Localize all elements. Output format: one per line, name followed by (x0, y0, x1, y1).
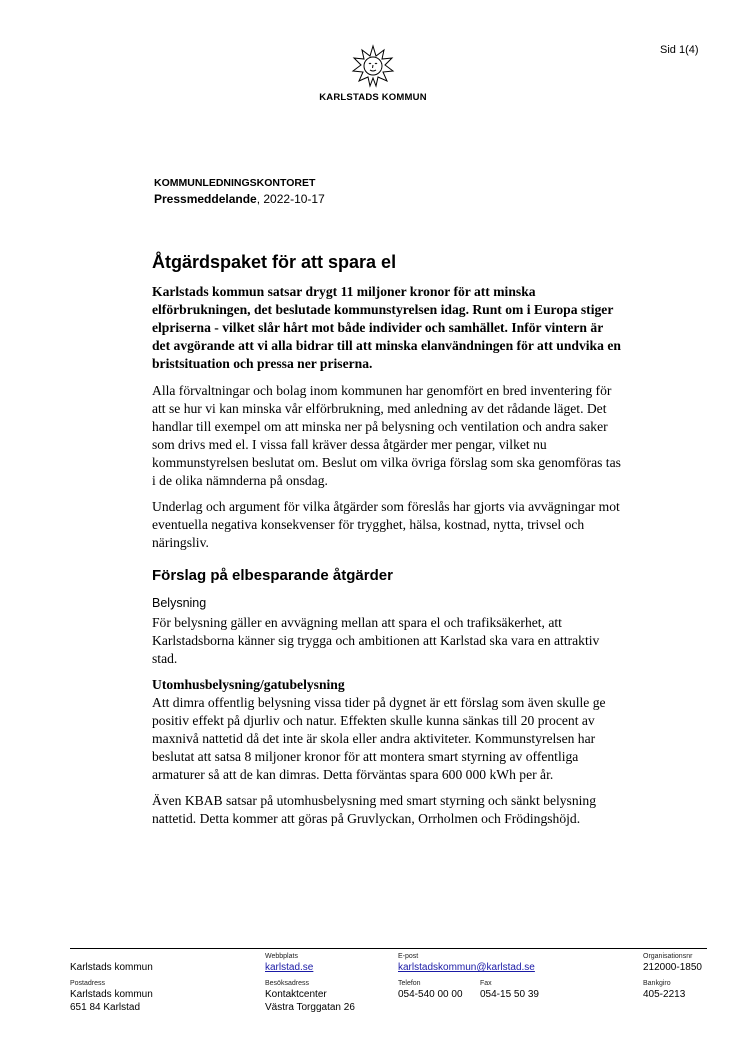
footer-orgnr-value: 212000-1850 (643, 962, 702, 973)
footer-divider (70, 948, 707, 949)
footer-tel-label: Telefon (398, 980, 421, 987)
footer-name: Karlstads kommun (70, 962, 153, 973)
header-logo (0, 44, 746, 103)
footer-orgnr-label: Organisationsnr (643, 953, 693, 960)
press-date: , 2022-10-17 (256, 192, 325, 206)
footer-post-line1: Karlstads kommun (70, 989, 153, 1000)
footer-webb-link[interactable]: karlstad.se (265, 962, 314, 973)
utomhus-title: Utomhusbelysning/gatubelysning (152, 677, 345, 692)
footer-epost-link[interactable]: karlstadskommun@karlstad.se (398, 962, 535, 973)
footer-tel-value: 054-540 00 00 (398, 989, 463, 1000)
press-line (154, 192, 325, 206)
footer-epost-label: E-post (398, 953, 419, 960)
footer-post-label: Postadress (70, 980, 106, 987)
org-name: KARLSTADS KOMMUN (319, 92, 427, 103)
footer-besok-line2: Västra Torggatan 26 (265, 1002, 355, 1013)
article-title: Åtgärdspaket för att spara el (152, 252, 397, 272)
lead-paragraph: Karlstads kommun satsar drygt 11 miljoner kronor för att minska elförbrukningen, det beslutade kommunstyrelsen idag. Runt om i Europa stiger elpriserna - vilket slår hårt mot både individer och samhället. Inför vintern är det avgörande att vi alla bidrar till att minska elanvändningen för att undvika en bristsituation och pressa ner priserna. (152, 284, 621, 371)
article-body (152, 250, 624, 836)
footer-fax-label: Fax (480, 980, 492, 987)
page-number: Sid 1(4) (660, 44, 699, 56)
belysning-label: Belysning (152, 596, 207, 610)
section-title: Förslag på elbesparande åtgärder (152, 567, 393, 584)
paragraph-kbab: Även KBAB satsar på utomhusbelysning med smart styrning och sänkt belysning nattetid. Detta kommer att göras på Gruvlyckan, Orrholmen och Frödingshöjd. (152, 793, 597, 826)
paragraph-basis: Underlag och argument för vilka åtgärder som föreslås har gjorts via avvägningar mot eventuella negativa konsekvenser för trygghet, hälsa, kostnad, nytta, trivsel och näringsliv. (152, 499, 620, 550)
footer-webb-label: Webbplats (265, 953, 298, 960)
sun-logo-icon (351, 44, 395, 88)
footer-besok-label: Besöksadress (265, 980, 309, 987)
paragraph-inventory: Alla förvaltningar och bolag inom kommunen har genomfört en bred inventering för att se hur vi kan minska vår elförbrukning, med anledning av det rådande läget. Det handlar till exempel om att minska ner på belysning och ventilation och andra saker som drivs med el. I vissa fall kräver dessa åtgärder mer pengar, vilket nu kommunstyrelsen beslutat om. Beslut om vilka övriga förslag som ska genomföras tas i de olika nämnderna på onsdag. (152, 383, 621, 488)
paragraph-belysning: För belysning gäller en avvägning mellan att spara el och trafiksäkerhet, att Karlstadsborna känner sig trygga och ambitionen att Karlstad ska vara en attraktiv stad. (152, 615, 600, 666)
press-label: Pressmeddelande (154, 192, 257, 206)
footer-besok-line1: Kontaktcenter (265, 989, 327, 1000)
department-name: KOMMUNLEDNINGSKONTORET (154, 177, 316, 189)
footer-fax-value: 054-15 50 39 (480, 989, 539, 1000)
paragraph-utomhus: Att dimra offentlig belysning vissa tider på dygnet är ett förslag som även skulle ge positiv effekt på djurliv och natur. Effekten skulle kunna sänkas till 20 procent av maxnivå nattetid då det inte är skola eller andra aktiviteter. Kommunstyrelsen har beslutat att satsa 8 miljoner kronor för att montera smart styrning av offentliga armaturer så att de kan dimras. Detta förväntas spara 600 000 kWh per år. (152, 695, 606, 782)
footer-bankgiro-value: 405-2213 (643, 989, 686, 1000)
footer-post-line2: 651 84 Karlstad (70, 1002, 141, 1013)
footer-bankgiro-label: Bankgiro (643, 980, 671, 987)
